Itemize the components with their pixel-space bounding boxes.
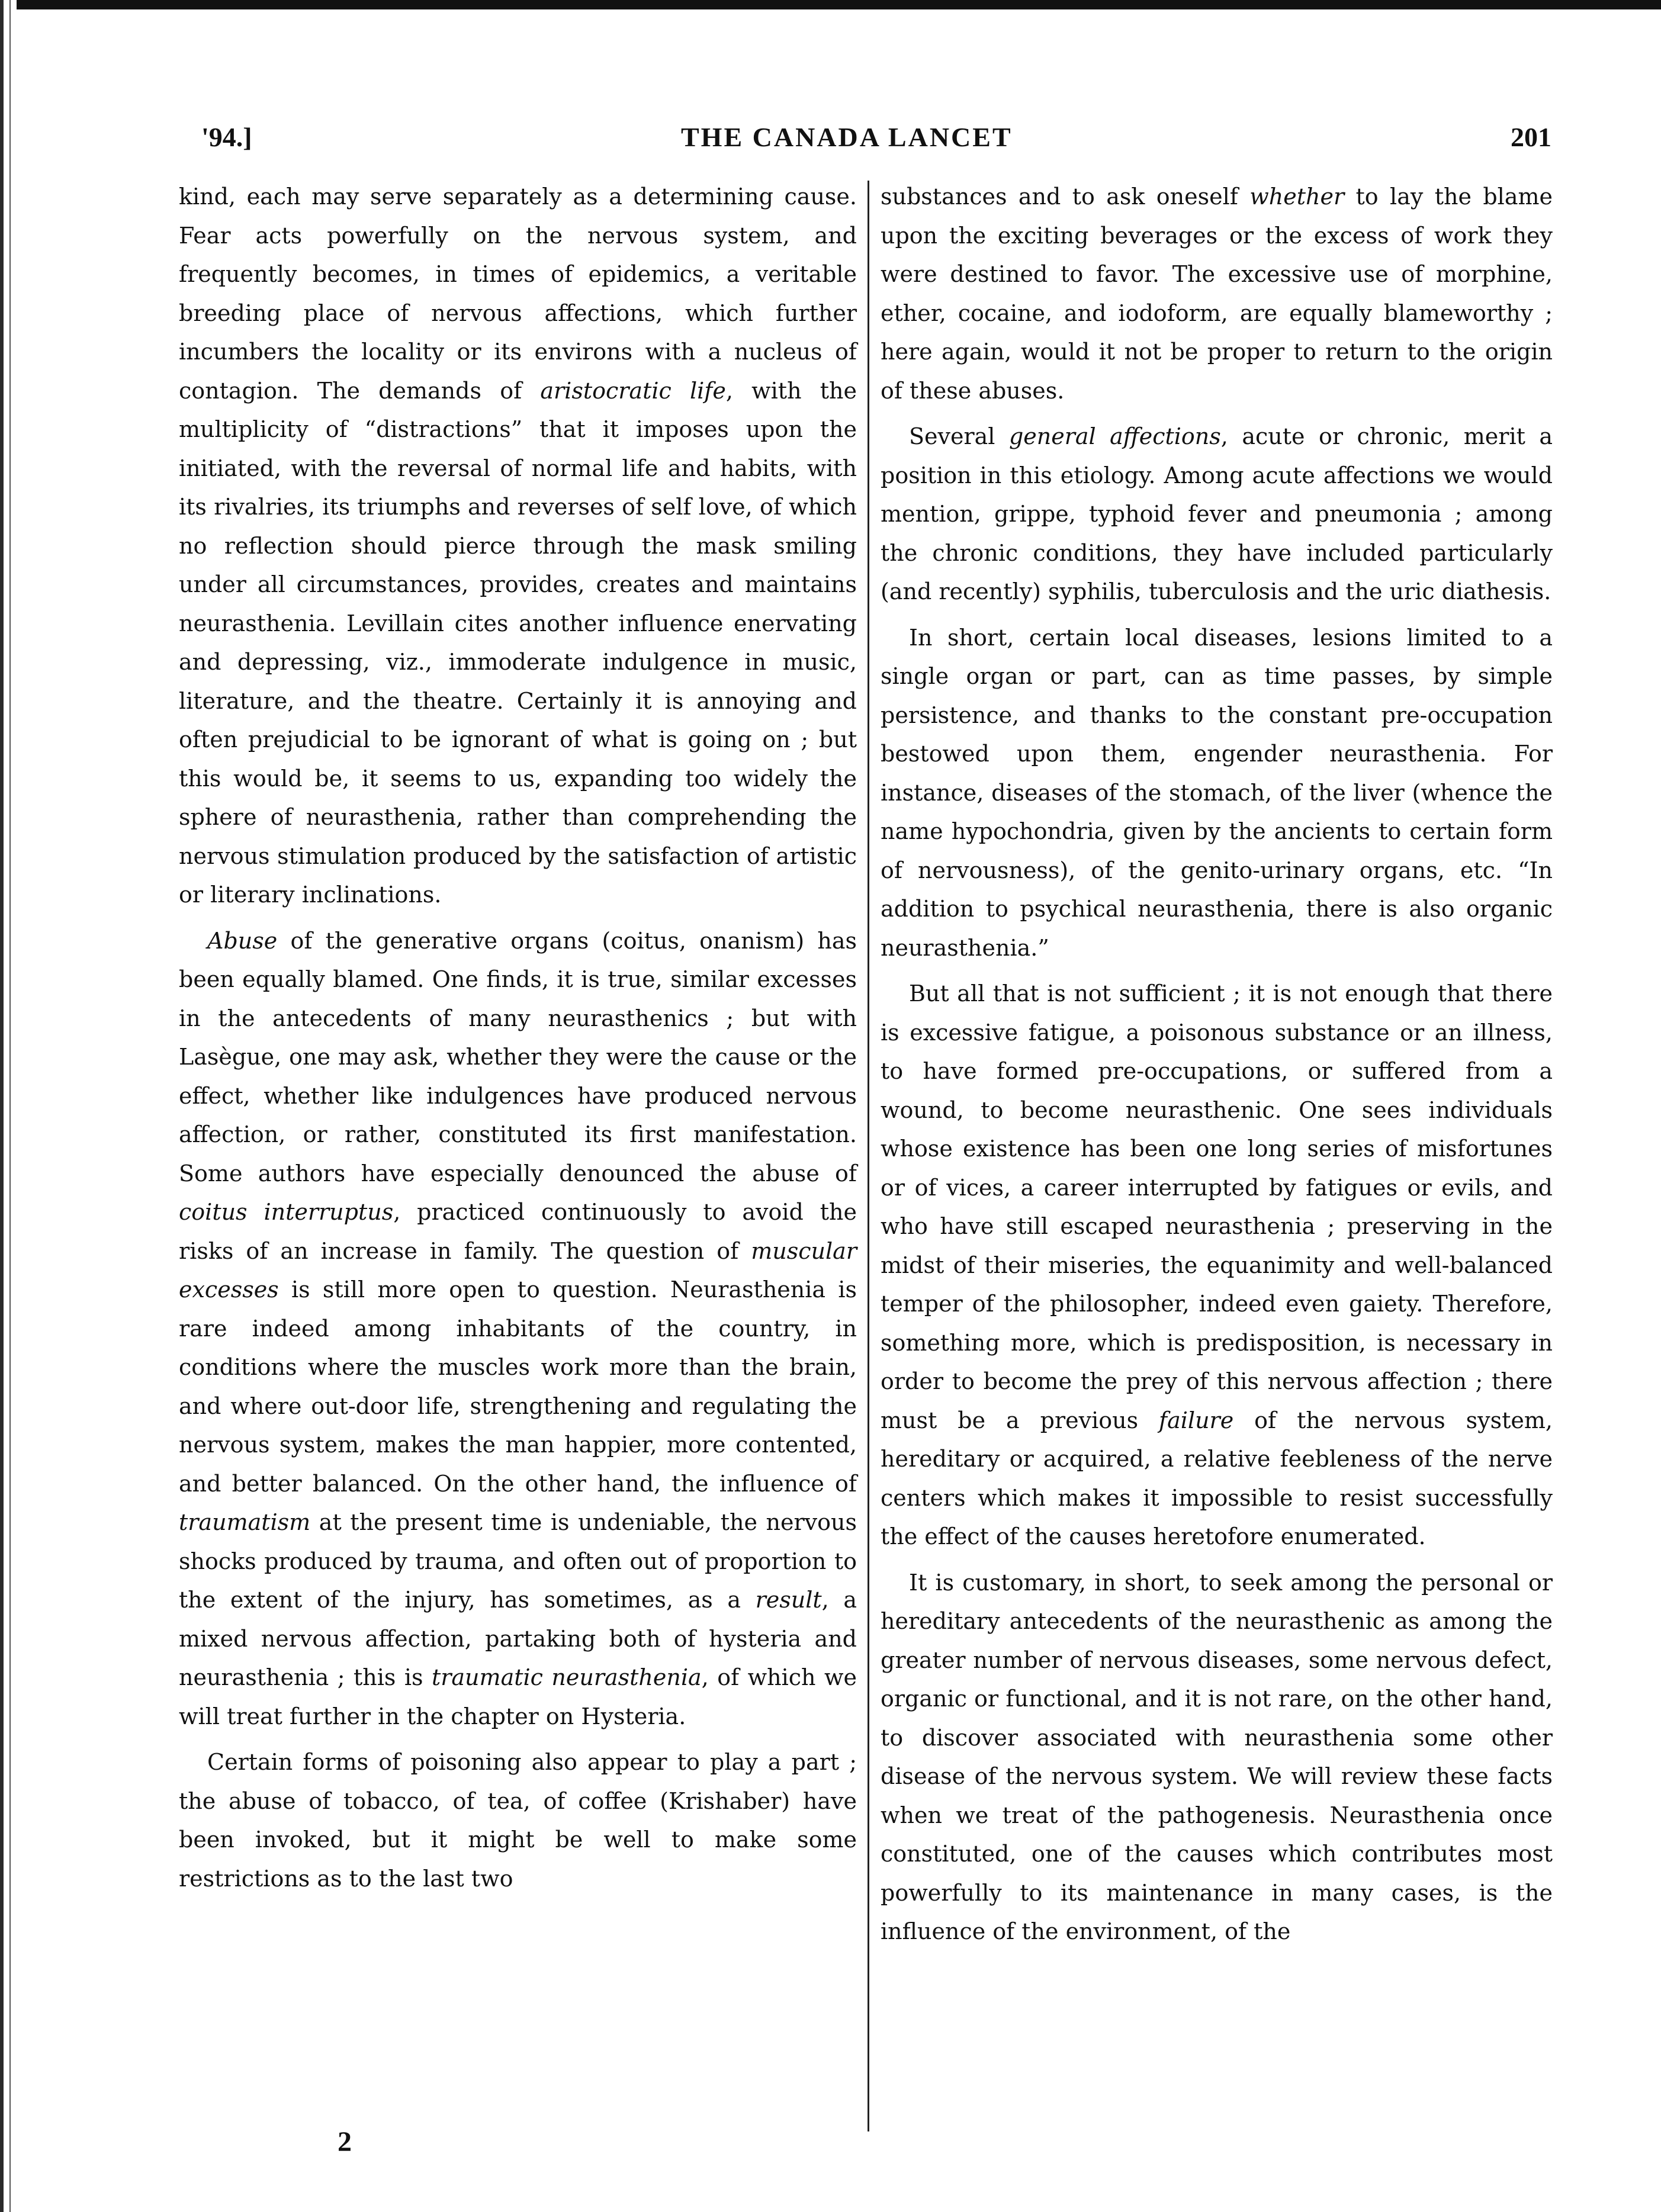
italic-phrase: failure — [1159, 1407, 1234, 1433]
italic-phrase: traumatism — [179, 1509, 311, 1535]
italic-phrase: traumatic neurasthenia — [431, 1664, 702, 1690]
signature-mark: 2 — [338, 2126, 352, 2158]
header-year: '94.] — [201, 122, 252, 152]
paragraph: Certain forms of poisoning also appear to play a part ; the abuse of tobacco, of tea, of coffee (Krishaber) have been invoked, but it might be well to make some restrictions as to the last two — [179, 1749, 857, 1892]
left-column — [179, 178, 857, 1905]
paragraph: substances and to ask oneself whether to lay the blame upon the exciting beverages or the excess of work they were destined to favor. The excessive use of morphine, ether, cocaine, and iodoform, are equally blameworthy ; here again, would it not be proper to return to the origin of these abuses. — [881, 184, 1553, 404]
page-number: 201 — [1511, 122, 1551, 152]
right-column — [881, 178, 1553, 1959]
italic-phrase: Abuse — [207, 927, 278, 954]
running-head — [172, 121, 1551, 163]
italic-phrase: coitus interruptus — [179, 1199, 394, 1225]
italic-phrase: general affections — [1008, 423, 1221, 449]
top-rule — [0, 0, 1661, 9]
paragraph: Several general affections, acute or chronic, merit a position in this etiology. Among acute affections we would mention, grippe, typhoid fever and pneumonia ; among the chronic conditions, they have included particularly (and recently) syphilis, tuberculosis and the uric diathesis. — [881, 423, 1553, 605]
italic-phrase: muscular excesses — [179, 1237, 857, 1303]
column-divider — [868, 181, 869, 2131]
paragraph: In short, certain local diseases, lesions limited to a single organ or part, can as time passes, by simple persistence, and thanks to the constant pre-occupation bestowed upon them, engender neurasthenia. For instance, diseases of the stomach, of the liver (whence the name hypochondria, given by the ancients to certain form of nervousness), of the genito-urinary organs, etc. “In addition to psychical neurasthenia, there is also organic neurasthenia.” — [881, 624, 1553, 961]
paragraph: kind, each may serve separately as a determining cause. Fear acts powerfully on the nervous system, and frequently becomes, in times of epidemics, a veritable breeding place of nervous affections, which further incumbers the locality or its environs with a nucleus of contagion. The demands of aristocratic life, with the multiplicity of “distractions” that it imposes upon the initiated, with the reversal of normal life and habits, with its rivalries, its triumphs and reverses of self love, of which no reflection should pierce through the mask smiling under all circumstances, provides, creates and maintains neurasthenia. Levillain cites another influence enervating and depressing, viz., immoderate indulgence in music, literature, and the theatre. Certainly it is annoying and often prejudicial to be ignorant of what is going on ; but this would be, it seems to us, expanding too widely the sphere of neurasthenia, rather than comprehending the nervous stimulation produced by the satisfaction of artistic or literary inclinations. — [179, 184, 857, 908]
italic-phrase: aristocratic life — [540, 377, 726, 404]
paragraph: It is customary, in short, to seek among the personal or hereditary antecedents of the neurasthenic as among the greater number of nervous diseases, some nervous defect, organic or functional, and it is not rare, on the other hand, to discover associated with neurasthenia some other disease of the nervous system. We will review these facts when we treat of the pathogenesis. Neurasthenia once constituted, one of the causes which contributes most powerfully to its maintenance in many cases, is the influence of the environment, of the — [881, 1569, 1553, 1944]
italic-phrase: result — [755, 1587, 822, 1613]
paragraph: But all that is not sufficient ; it is not enough that there is excessive fatigue, a poisonous substance or an illness, to have formed pre-occupations, or suffered from a wound, to become neurasthenic. One sees individuals whose existence has been one long series of misfortunes or of vices, a career interrupted by fatigues or evils, and who have still escaped neurasthenia ; preserving in the midst of their miseries, the equanimity and well-balanced temper of the philosopher, indeed even gaiety. Therefore, something more, which is predisposition, is necessary in order to become the prey of this nervous affection ; there must be a previous failure of the nervous system, hereditary or acquired, a relative feebleness of the nerve centers which makes it impossible to resist successfully the effect of the causes heretofore enumerated. — [881, 980, 1553, 1549]
journal-title: THE CANADA LANCET — [681, 122, 1013, 152]
paragraph: Abuse of the generative organs (coitus, onanism) has been equally blamed. One finds, it is true, similar excesses in the antecedents of many neurasthenics ; but with Lasègue, one may ask, whether they were the cause or the effect, whether like indulgences have produced nervous affection, or rather, constituted its first manifestation. Some authors have especially denounced the abuse of coitus interruptus, practiced continuously to avoid the risks of an increase in family. The question of muscular excesses is still more open to question. Neurasthenia is rare indeed among inhabitants of the country, in conditions where the muscles work more than the brain, and where out-door life, strengthening and regulating the nervous system, makes the man happier, more contented, and better balanced. On the other hand, the influence of traumatism at the present time is undeniable, the nervous shocks produced by trauma, and often out of proportion to the extent of the injury, has sometimes, as a result, a mixed nervous affection, partaking both of hysteria and neurasthenia ; this is traumatic neurasthenia, of which we will treat further in the chapter on Hysteria. — [179, 927, 857, 1729]
italic-phrase: whether — [1249, 184, 1345, 210]
binding-edge — [0, 0, 17, 2212]
